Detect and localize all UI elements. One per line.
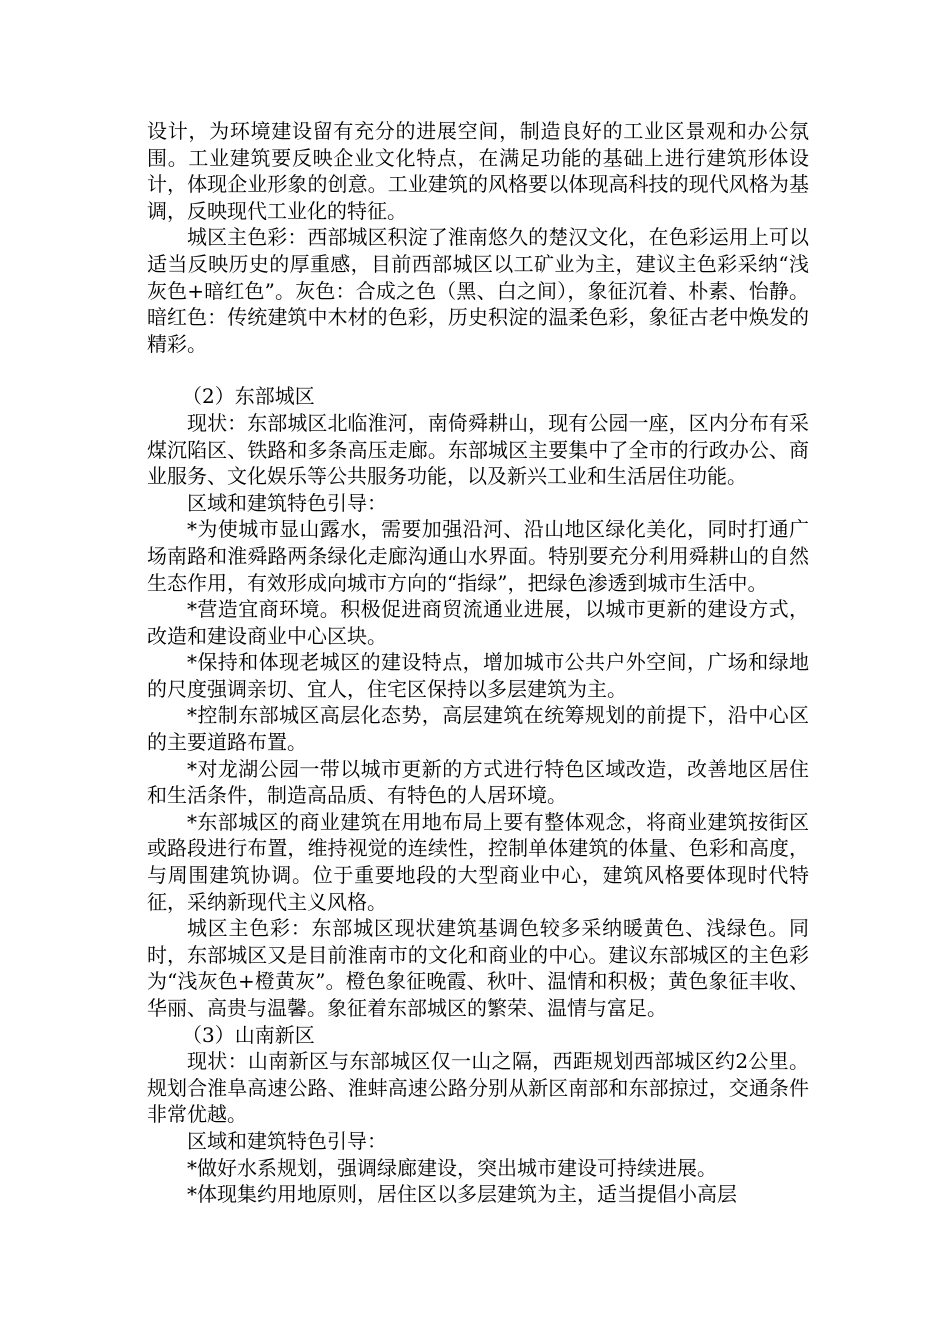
subheading-shannan-guidance: 区域和建筑特色引导：: [187, 1128, 387, 1153]
bullet-shannan-water: *做好水系规划，强调绿廊建设，突出城市建设可持续进展。: [187, 1155, 717, 1180]
paragraph-spacer: [147, 357, 809, 383]
section-heading-east-district: （2）东部城区: [182, 384, 315, 409]
paragraph-east-main-color: 城区主色彩：东部城区现状建筑基调色较多采纳暖黄色、浅绿色。同时，东部城区又是目前淮南市的文化和商业的中心。建议东部城区的主色彩为“浅灰色+橙黄灰”。橙色象征晚霞、秋叶、温情和积极；黄色象征丰收、华丽、高贵与温馨。象征着东部城区的繁荣、温情与富足。: [147, 916, 809, 1020]
document-page: [147, 118, 809, 1208]
paragraph-industrial-design: 设计，为环境建设留有充分的进展空间，制造良好的工业区景观和办公氛围。工业建筑要反映企业文化特点，在满足功能的基础上进行建筑形体设计，体现企业形象的创意。工业建筑的风格要以体现高科技的现代风格为基调，反映现代工业化的特征。: [147, 119, 809, 223]
bullet-shannan-land-use: *体现集约用地原则，居住区以多层建筑为主，适当提倡小高层: [187, 1182, 737, 1207]
paragraph-west-main-color: 城区主色彩：西部城区积淀了淮南悠久的楚汉文化，在色彩运用上可以适当反映历史的厚重感，目前西部城区以工矿业为主，建议主色彩采纳“浅灰色+暗红色”。灰色：合成之色（黑、白之间），象征沉着、朴素、怡静。暗红色：传统建筑中木材的色彩，历史积淀的温柔色彩，象征古老中焕发的精彩。: [147, 225, 809, 356]
section-heading-shannan-district: （3）山南新区: [182, 1022, 315, 1047]
bullet-east-longhu-park: *对龙湖公园一带以城市更新的方式进行特色区域改造，改善地区居住和生活条件，制造高品质、有特色的人居环境。: [147, 756, 809, 808]
paragraph-shannan-status: 现状：山南新区与东部城区仅一山之隔，西距规划西部城区约2公里。规划合淮阜高速公路、淮蚌高速公路分别从新区南部和东部掠过，交通条件非常优越。: [147, 1049, 809, 1127]
bullet-east-commercial: *东部城区的商业建筑在用地布局上要有整体观念，将商业建筑按街区或路段进行布置，维持视觉的连续性，控制单体建筑的体量、色彩和高度，与周围建筑协调。位于重要地段的大型商业中心，建筑风格要体现时代特征，采纳新现代主义风格。: [147, 809, 809, 914]
bullet-east-business: *营造宜商环境。积极促进商贸流通业进展，以城市更新的建设方式，改造和建设商业中心区块。: [147, 597, 809, 648]
bullet-east-high-rise: *控制东部城区高层化态势，高层建筑在统筹规划的前提下，沿中心区的主要道路布置。: [147, 703, 809, 755]
bullet-east-greening: *为使城市显山露水，需要加强沿河、沿山地区绿化美化，同时打通广场南路和淮舜路两条绿化走廊沟通山水界面。特别要充分利用舜耕山的自然生态作用，有效形成向城市方向的“指绿”，把绿色渗透到城市生活中。: [147, 517, 809, 595]
subheading-east-guidance: 区域和建筑特色引导：: [187, 490, 387, 515]
paragraph-east-status: 现状：东部城区北临淮河，南倚舜耕山，现有公园一座，区内分布有采煤沉陷区、铁路和多条高压走廊。东部城区主要集中了全市的行政办公、商业服务、文化娱乐等公共服务功能，以及新兴工业和生活居住功能。: [147, 410, 809, 489]
bullet-east-old-town: *保持和体现老城区的建设特点，增加城市公共户外空间，广场和绿地的尺度强调亲切、宜人，住宅区保持以多层建筑为主。: [147, 650, 809, 701]
